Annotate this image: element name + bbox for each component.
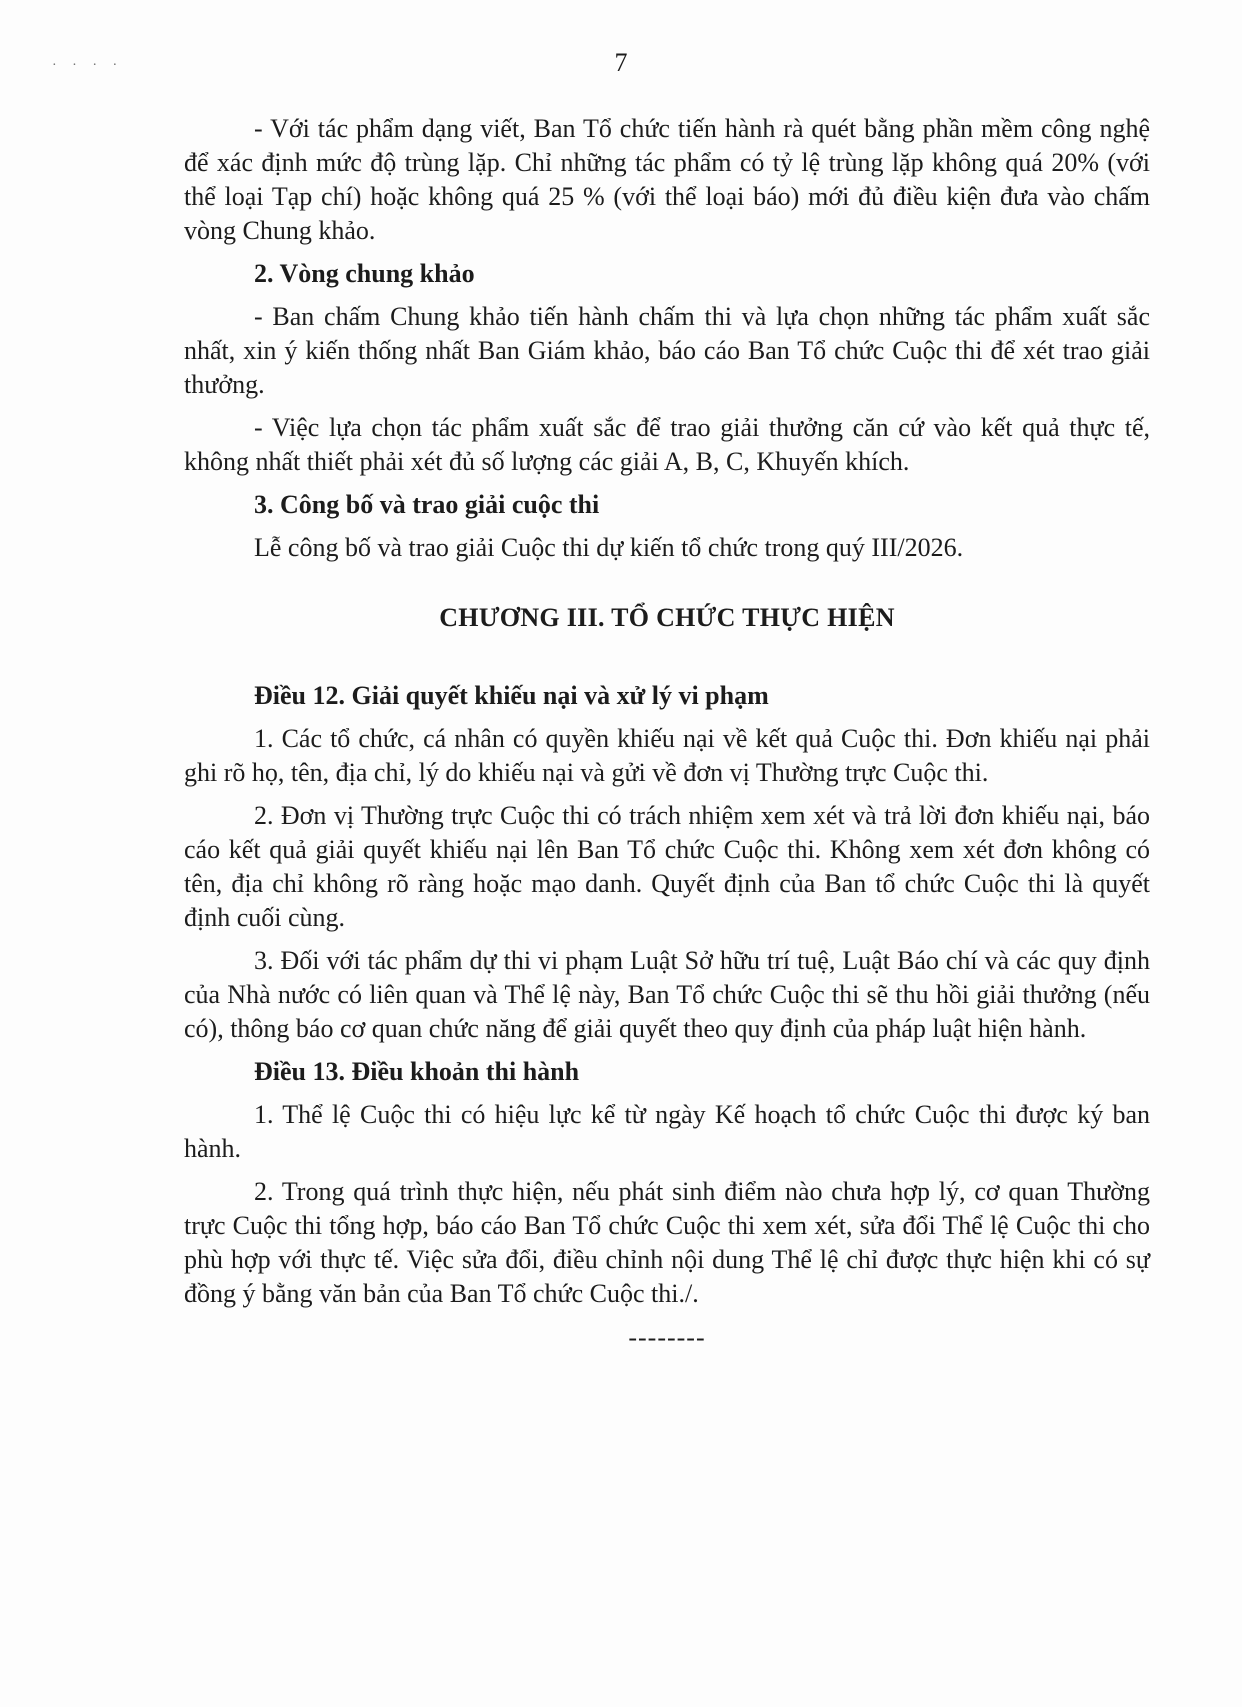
document-body <box>184 112 1150 1364</box>
paragraph-complaint-handling: 2. Đơn vị Thường trực Cuộc thi có trách nhiệm xem xét và trả lời đơn khiếu nại, báo cáo kết quả giải quyết khiếu nại lên Ban Tổ chức Cuộc thi. Không xem xét đơn không có tên, địa chỉ không rõ ràng hoặc mạo danh. Quyết định của Ban tổ chức Cuộc thi là quyết định cuối cùng. <box>184 801 1150 932</box>
chapter-title: CHƯƠNG III. TỔ CHỨC THỰC HIỆN <box>439 603 895 632</box>
heading-article-13: Điều 13. Điều khoản thi hành <box>254 1057 580 1086</box>
heading-announcement: 3. Công bố và trao giải cuộc thi <box>254 490 600 519</box>
paragraph-violations: 3. Đối với tác phẩm dự thi vi phạm Luật Sở hữu trí tuệ, Luật Báo chí và các quy định của Nhà nước có liên quan và Thể lệ này, Ban Tổ chức Cuộc thi sẽ thu hồi giải thưởng (nếu có), thông báo cơ quan chức năng để giải quyết theo quy định của pháp luật hiện hành. <box>184 946 1150 1043</box>
heading-final-round: 2. Vòng chung khảo <box>254 259 475 288</box>
paragraph-effective-date: 1. Thể lệ Cuộc thi có hiệu lực kể từ ngày Kế hoạch tổ chức Cuộc thi được ký ban hành. <box>184 1100 1150 1163</box>
paragraph-complaint-right: 1. Các tổ chức, cá nhân có quyền khiếu nại về kết quả Cuộc thi. Đơn khiếu nại phải ghi rõ họ, tên, địa chỉ, lý do khiếu nại và gửi về đơn vị Thường trực Cuộc thi. <box>184 724 1150 787</box>
scan-specks: · · · · <box>52 58 124 73</box>
paragraph-plagiarism-check: - Với tác phẩm dạng viết, Ban Tổ chức tiến hành rà quét bằng phần mềm công nghệ để xác định mức độ trùng lặp. Chỉ những tác phẩm có tỷ lệ trùng lặp không quá 20% (với thể loại Tạp chí) hoặc không quá 25 % (với thể loại báo) mới đủ điều kiện đưa vào chấm vòng Chung khảo. <box>184 114 1150 245</box>
paragraph-announcement: Lễ công bố và trao giải Cuộc thi dự kiến tổ chức trong quý III/2026. <box>254 533 964 562</box>
end-mark: -------- <box>628 1323 706 1352</box>
heading-article-12: Điều 12. Giải quyết khiếu nại và xử lý vi phạm <box>254 681 769 710</box>
paragraph-amendments: 2. Trong quá trình thực hiện, nếu phát sinh điểm nào chưa hợp lý, cơ quan Thường trực Cuộc thi tổng hợp, báo cáo Ban Tổ chức Cuộc thi xem xét, sửa đổi Thể lệ Cuộc thi cho phù hợp với thực tế. Việc sửa đổi, điều chỉnh nội dung Thể lệ chỉ được thực hiện khi có sự đồng ý bằng văn bản của Ban Tổ chức Cuộc thi./. <box>184 1177 1150 1308</box>
paragraph-award-selection: - Việc lựa chọn tác phẩm xuất sắc để trao giải thưởng căn cứ vào kết quả thực tế, không nhất thiết phải xét đủ số lượng các giải A, B, C, Khuyến khích. <box>184 413 1150 476</box>
page-number: 7 <box>614 48 628 77</box>
paragraph-final-judging: - Ban chấm Chung khảo tiến hành chấm thi và lựa chọn những tác phẩm xuất sắc nhất, xin ý kiến thống nhất Ban Giám khảo, báo cáo Ban Tổ chức Cuộc thi để xét trao giải thưởng. <box>184 302 1150 399</box>
